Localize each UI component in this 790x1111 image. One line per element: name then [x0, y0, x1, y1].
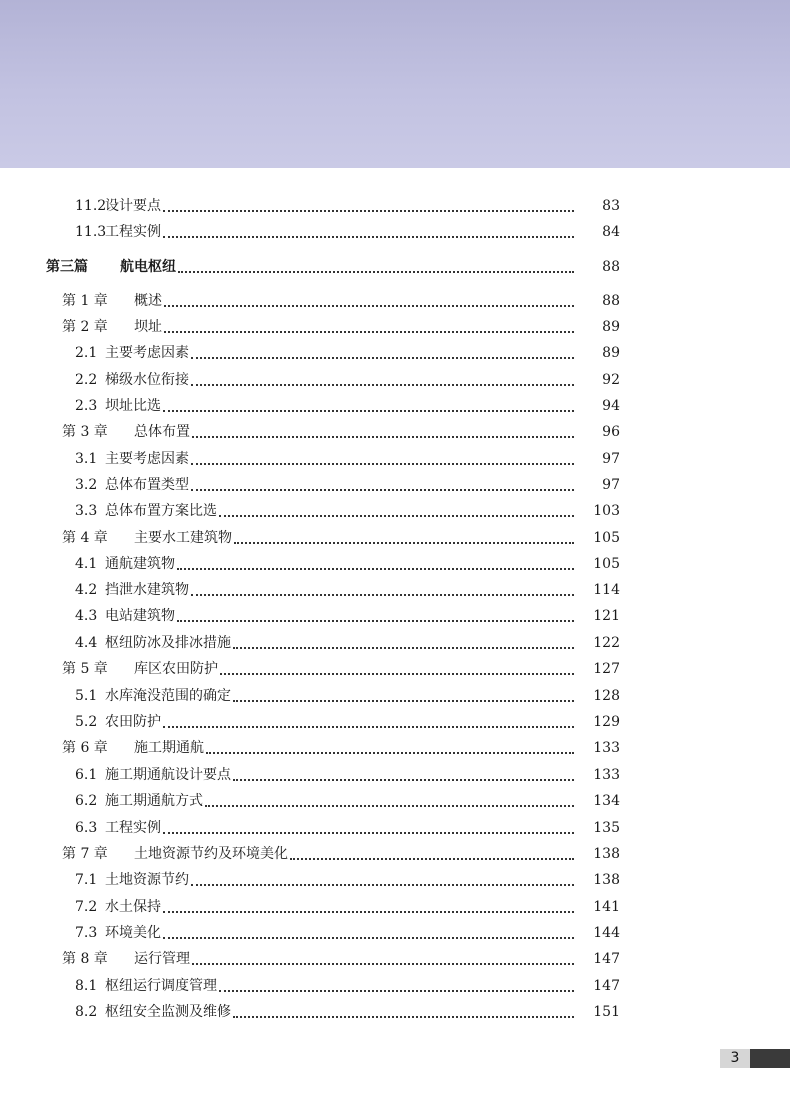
toc-entry-number: 2.3	[75, 398, 98, 414]
toc-entry-section[interactable]	[75, 446, 620, 468]
toc-dot-leader	[233, 699, 574, 702]
toc-dot-leader	[163, 235, 574, 238]
toc-entry-page: 151	[593, 1004, 620, 1020]
toc-entry-title: 主要考虑因素	[105, 345, 189, 361]
toc-dot-leader	[206, 751, 574, 754]
toc-entry-title: 主要考虑因素	[105, 451, 189, 467]
toc-entry-chapter[interactable]	[62, 525, 620, 547]
toc-entry-chapter[interactable]	[62, 419, 620, 441]
toc-entry-page: 114	[593, 582, 620, 598]
toc-entry-title: 航电枢纽	[120, 259, 176, 275]
toc-entry-section[interactable]	[75, 788, 620, 810]
toc-dot-leader	[163, 936, 574, 939]
toc-entry-page: 97	[602, 451, 620, 467]
toc-entry-title: 主要水工建筑物	[134, 530, 232, 546]
toc-entry-page: 147	[593, 978, 620, 994]
toc-dot-leader	[163, 209, 574, 212]
toc-entry-title: 水土保持	[105, 899, 161, 915]
toc-entry-chapter[interactable]	[62, 314, 620, 336]
toc-entry-number: 第 1 章	[62, 293, 108, 309]
toc-entry-page: 138	[593, 846, 620, 862]
toc-entry-title: 环境美化	[105, 925, 161, 941]
page-number: 3	[720, 1049, 750, 1068]
toc-dot-leader	[290, 857, 574, 860]
toc-entry-title: 枢纽运行调度管理	[105, 978, 217, 994]
toc-entry-page: 105	[593, 530, 620, 546]
toc-entry-page: 92	[602, 372, 620, 388]
toc-entry-page: 128	[593, 688, 620, 704]
toc-dot-leader	[178, 270, 574, 273]
toc-entry-title: 概述	[134, 293, 162, 309]
toc-entry-page: 96	[602, 424, 620, 440]
toc-entry-title: 坝址比选	[105, 398, 161, 414]
toc-entry-number: 5.1	[75, 688, 98, 704]
toc-entry-number: 第 5 章	[62, 661, 108, 677]
toc-entry-page: 97	[602, 477, 620, 493]
toc-entry-number: 2.1	[75, 345, 98, 361]
toc-entry-number: 第 3 章	[62, 424, 108, 440]
toc-entry-section[interactable]	[75, 603, 620, 625]
toc-entry-title: 工程实例	[105, 224, 161, 240]
toc-entry-page: 89	[602, 345, 620, 361]
toc-entry-section[interactable]	[75, 683, 620, 705]
page-number-tab	[720, 1049, 790, 1068]
toc-dot-leader	[191, 356, 574, 359]
toc-entry-section[interactable]	[75, 498, 620, 520]
toc-entry-title: 农田防护	[105, 714, 161, 730]
toc-entry-page: 134	[593, 793, 620, 809]
toc-entry-title: 运行管理	[134, 951, 190, 967]
toc-entry-number: 2.2	[75, 372, 98, 388]
toc-dot-leader	[205, 804, 574, 807]
toc-dot-leader	[233, 778, 574, 781]
toc-entry-section[interactable]	[75, 894, 620, 916]
toc-dot-leader	[233, 646, 574, 649]
toc-entry-number: 11.3	[75, 224, 107, 240]
toc-entry-title: 枢纽防冰及排冰措施	[105, 635, 231, 651]
toc-entry-page: 88	[602, 259, 620, 275]
toc-entry-section[interactable]	[75, 367, 620, 389]
page-tab-bar	[750, 1049, 790, 1068]
toc-entry-page: 135	[593, 820, 620, 836]
toc-entry-page: 144	[593, 925, 620, 941]
toc-entry-chapter[interactable]	[62, 735, 620, 757]
toc-entry-title: 施工期通航方式	[105, 793, 203, 809]
toc-entry-section[interactable]	[75, 867, 620, 889]
toc-dot-leader	[163, 409, 574, 412]
toc-entry-number: 11.2	[75, 198, 107, 214]
toc-dot-leader	[177, 567, 574, 570]
toc-entry-page: 89	[602, 319, 620, 335]
toc-entry-number: 第三篇	[46, 259, 88, 275]
toc-entry-page: 133	[593, 767, 620, 783]
toc-entry-title: 坝址	[134, 319, 162, 335]
toc-entry-number: 8.2	[75, 1004, 98, 1020]
toc-entry-number: 3.1	[75, 451, 98, 467]
toc-entry-chapter[interactable]	[62, 841, 620, 863]
toc-entry-title: 电站建筑物	[105, 608, 175, 624]
toc-dot-leader	[191, 462, 574, 465]
toc-entry-number: 3.2	[75, 477, 98, 493]
toc-entry-page: 122	[593, 635, 620, 651]
toc-entry-page: 88	[602, 293, 620, 309]
toc-entry-chapter[interactable]	[62, 656, 620, 678]
toc-entry-title: 土地资源节约及环境美化	[134, 846, 288, 862]
toc-entry-title: 土地资源节约	[105, 872, 189, 888]
toc-entry-title: 施工期通航	[134, 740, 204, 756]
toc-dot-leader	[220, 672, 574, 675]
toc-entry-number: 7.3	[75, 925, 98, 941]
toc-dot-leader	[191, 383, 574, 386]
toc-entry-page: 127	[593, 661, 620, 677]
toc-entry-page: 83	[602, 198, 620, 214]
toc-dot-leader	[234, 541, 574, 544]
toc-entry-number: 第 4 章	[62, 530, 108, 546]
toc-entry-section[interactable]	[75, 472, 620, 494]
toc-entry-title: 枢纽安全监测及维修	[105, 1004, 231, 1020]
toc-entry-title: 工程实例	[105, 820, 161, 836]
toc-dot-leader	[163, 831, 574, 834]
toc-entry-number: 4.4	[75, 635, 98, 651]
toc-entry-chapter[interactable]	[62, 288, 620, 310]
toc-dot-leader	[192, 435, 574, 438]
toc-dot-leader	[219, 514, 574, 517]
toc-entry-number: 6.2	[75, 793, 98, 809]
toc-entry-number: 4.2	[75, 582, 98, 598]
toc-entry-number: 6.3	[75, 820, 98, 836]
toc-entry-section[interactable]	[75, 193, 620, 215]
toc-entry-number: 第 7 章	[62, 846, 108, 862]
toc-entry-number: 第 8 章	[62, 951, 108, 967]
toc-entry-section[interactable]	[75, 393, 620, 415]
toc-entry-number: 8.1	[75, 978, 98, 994]
toc-entry-section[interactable]	[75, 815, 620, 837]
toc-dot-leader	[233, 1015, 574, 1018]
toc-entry-title: 库区农田防护	[134, 661, 218, 677]
toc-entry-section[interactable]	[75, 551, 620, 573]
toc-dot-leader	[192, 962, 574, 965]
toc-entry-title: 梯级水位衔接	[105, 372, 189, 388]
toc-entry-section[interactable]	[75, 219, 620, 241]
toc-entry-title: 水库淹没范围的确定	[105, 688, 231, 704]
toc-entry-page: 138	[593, 872, 620, 888]
toc-dot-leader	[191, 883, 574, 886]
toc-entry-page: 129	[593, 714, 620, 730]
toc-entry-page: 105	[593, 556, 620, 572]
toc-entry-title: 挡泄水建筑物	[105, 582, 189, 598]
toc-entry-part[interactable]	[46, 254, 620, 276]
toc-dot-leader	[163, 910, 574, 913]
toc-entry-title: 设计要点	[105, 198, 161, 214]
toc-dot-leader	[164, 304, 574, 307]
toc-entry-title: 总体布置	[134, 424, 190, 440]
toc-entry-title: 总体布置类型	[105, 477, 189, 493]
toc-entry-page: 84	[602, 224, 620, 240]
toc-entry-number: 4.3	[75, 608, 98, 624]
toc-entry-section[interactable]	[75, 762, 620, 784]
toc-entry-number: 4.1	[75, 556, 98, 572]
toc-entry-number: 7.2	[75, 899, 98, 915]
toc-entry-section[interactable]	[75, 973, 620, 995]
toc-entry-number: 5.2	[75, 714, 98, 730]
toc-dot-leader	[177, 619, 574, 622]
toc-entry-chapter[interactable]	[62, 946, 620, 968]
toc-entry-number: 第 6 章	[62, 740, 108, 756]
toc-entry-page: 103	[593, 503, 620, 519]
toc-entry-number: 第 2 章	[62, 319, 108, 335]
toc-entry-page: 133	[593, 740, 620, 756]
toc-entry-page: 147	[593, 951, 620, 967]
toc-entry-number: 3.3	[75, 503, 98, 519]
toc-entry-title: 施工期通航设计要点	[105, 767, 231, 783]
toc-entry-section[interactable]	[75, 577, 620, 599]
toc-entry-page: 94	[602, 398, 620, 414]
toc-entry-title: 通航建筑物	[105, 556, 175, 572]
toc-entry-page: 141	[593, 899, 620, 915]
toc-entry-section[interactable]	[75, 709, 620, 731]
toc-dot-leader	[191, 488, 574, 491]
toc-entry-section[interactable]	[75, 999, 620, 1021]
toc-entry-section[interactable]	[75, 630, 620, 652]
toc-entry-title: 总体布置方案比选	[105, 503, 217, 519]
toc-dot-leader	[191, 593, 574, 596]
toc-dot-leader	[219, 989, 574, 992]
toc-entry-number: 6.1	[75, 767, 98, 783]
toc-entry-page: 121	[593, 608, 620, 624]
toc-entry-number: 7.1	[75, 872, 98, 888]
toc-entry-section[interactable]	[75, 340, 620, 362]
toc-dot-leader	[163, 725, 574, 728]
toc-entry-section[interactable]	[75, 920, 620, 942]
toc-dot-leader	[164, 330, 574, 333]
